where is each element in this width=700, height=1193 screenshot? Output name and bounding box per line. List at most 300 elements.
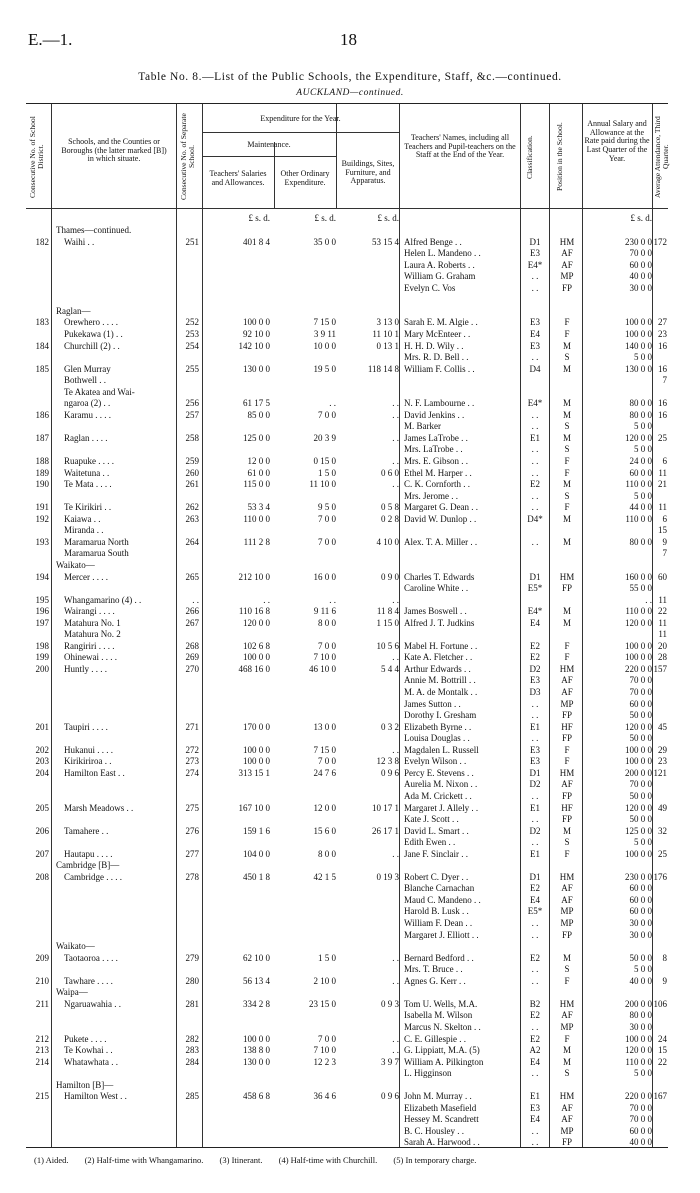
annual-salary-cell: 120 0 0 [625, 1045, 652, 1056]
buildings-header: Buildings, Sites, Furniture, and Apparatus. [341, 159, 395, 186]
classification-cell: D3 [529, 687, 541, 697]
table-row [26, 882, 668, 894]
table-row [26, 513, 668, 525]
teacher-name-cell: Alfred Benge . . [404, 236, 462, 247]
school-name-cell: Waikato— [56, 941, 95, 952]
school-name-cell: Mercer . . . . [64, 571, 108, 582]
table-row [26, 767, 668, 779]
salaries-header: Teachers' Salaries and Allowances. [209, 169, 267, 187]
teacher-name-cell: Alfred J. T. Judkins [404, 617, 475, 628]
annual-salary-cell: 120 0 0 [625, 721, 652, 732]
table-row [26, 1044, 668, 1056]
buildings-cell: 12 3 8 [376, 756, 399, 767]
classification-cell: E4 [530, 617, 540, 628]
table-row [26, 501, 668, 513]
attendance-cell: 6 [662, 513, 667, 524]
position-cell: FP [561, 710, 572, 721]
attendance-cell: 16 [658, 409, 667, 420]
annual-salary-cell: 60 0 0 [629, 467, 652, 478]
table-row [26, 871, 668, 883]
salaries-cell: 110 16 8 [238, 606, 270, 617]
teacher-name-cell: C. K. Cornforth . . [404, 479, 470, 490]
attendance-cell: 24 [658, 1033, 667, 1044]
classification-cell: E2 [530, 883, 540, 894]
classification-cell: E4 [530, 328, 540, 339]
teacher-name-cell: N. F. Lambourne . . [404, 398, 475, 409]
other-expenditure-cell: 13 0 0 [313, 721, 336, 732]
other-expenditure-cell: . . [329, 398, 336, 409]
separate-no-cell: 258 [185, 432, 199, 443]
annual-salary-cell: 60 0 0 [629, 698, 652, 709]
school-name-cell: Matahura No. 1 [64, 617, 121, 628]
district-no-cell: 189 [35, 467, 49, 478]
teacher-name-cell: M. A. de Montalk . . [404, 687, 478, 697]
attendance-cell: 25 [658, 432, 667, 443]
annual-salary-cell: 60 0 0 [629, 259, 652, 270]
district-no-cell: 209 [35, 952, 49, 963]
position-cell: M [562, 340, 571, 351]
teacher-name-cell: William A. Pilkington [404, 1056, 484, 1067]
table-row [26, 524, 668, 536]
classification-cell: . . [531, 456, 539, 466]
school-name-cell: Maramarua South [64, 548, 129, 559]
footnote: (1) Aided. [34, 1155, 69, 1165]
table-row [26, 986, 668, 998]
school-name-cell: Te Kirikiri . . [64, 502, 112, 513]
salaries-cell: 111 2 8 [243, 536, 270, 547]
other-expenditure-cell: 8 0 0 [318, 617, 336, 628]
district-no-cell: 215 [35, 1091, 49, 1102]
teacher-name-cell: Jane F. Sinclair . . [404, 848, 469, 859]
buildings-cell: 10 5 6 [376, 640, 399, 651]
table-row [26, 582, 668, 594]
position-cell: HM [559, 767, 575, 778]
position-cell: FP [561, 583, 572, 594]
separate-no-cell: 252 [185, 317, 199, 328]
position-cell: AF [561, 1102, 573, 1113]
attendance-cell: 60 [658, 571, 667, 582]
attendance-cell: 25 [658, 848, 667, 859]
table-row [26, 571, 668, 583]
position-cell: AF [561, 259, 573, 270]
table-row [26, 640, 668, 652]
position-cell: M [562, 952, 571, 963]
school-name-cell: Te Akatea and Wai- [64, 386, 135, 397]
teacher-name-cell: Evelyn C. Vos [404, 282, 456, 293]
classification-cell: E3 [530, 248, 540, 259]
annual-salary-cell: 110 0 0 [625, 479, 652, 490]
annual-salary-cell: 60 0 0 [629, 1125, 652, 1136]
position-cell: AF [561, 675, 573, 686]
salaries-cell: 159 1 6 [243, 825, 270, 836]
district-no-cell: 188 [35, 456, 49, 466]
table-row [26, 293, 668, 305]
school-name-cell: Whatawhata . . [64, 1056, 118, 1067]
table-row [26, 836, 668, 848]
attendance-cell: 9 [662, 975, 667, 986]
salaries-cell: . . [263, 594, 270, 605]
table-row [26, 443, 668, 455]
salaries-cell: 120 0 0 [243, 617, 270, 628]
other-expenditure-cell: 8 0 0 [318, 848, 336, 859]
annual-salary-cell: 50 0 0 [629, 733, 652, 744]
salaries-cell: 53 3 4 [247, 502, 270, 513]
table-row [26, 617, 668, 629]
district-no-header: Consecutive No. of School District. [28, 116, 45, 198]
separate-no-cell: 270 [185, 663, 199, 674]
teacher-name-cell: Kate A. Fletcher . . [404, 652, 473, 663]
annual-salary-cell: 60 0 0 [629, 883, 652, 894]
table-row [26, 594, 668, 606]
position-cell: AF [561, 779, 573, 790]
attendance-cell: 167 [653, 1091, 667, 1102]
school-name-cell: Hamilton East . . [64, 767, 125, 778]
classification-cell: . . [531, 536, 539, 547]
teacher-name-cell: Margaret J. Allely . . [404, 802, 479, 813]
classification-cell: E3 [530, 675, 540, 686]
page-number: 18 [340, 30, 357, 49]
teacher-name-cell: Ethel M. Harper . . [404, 467, 472, 478]
buildings-cell: . . [392, 456, 399, 466]
teachers-header: Teachers' Names, including all Teachers and Pupil-teachers on the Staff at the End of the Year. [404, 133, 516, 160]
table-row [26, 1056, 668, 1068]
separate-no-cell: 269 [185, 652, 199, 663]
school-name-cell: Glen Murray [64, 363, 111, 374]
district-no-cell: 190 [35, 479, 49, 490]
table-row [26, 848, 668, 860]
annual-salary-cell: 44 0 0 [629, 502, 652, 513]
separate-no-cell: 278 [185, 871, 199, 882]
other-expenditure-cell: 11 10 0 [309, 479, 336, 490]
position-cell: AF [561, 687, 573, 697]
annual-salary-cell: 70 0 0 [629, 1102, 652, 1113]
position-cell: AF [561, 894, 573, 905]
separate-no-cell: 265 [185, 571, 199, 582]
salaries-unit: £ s. d. [248, 213, 270, 223]
teacher-name-cell: Kate J. Scott . . [404, 814, 459, 825]
position-cell: M [562, 409, 571, 420]
teacher-name-cell: Blanche Carnachan [404, 883, 475, 894]
classification-cell: D1 [529, 571, 541, 582]
table-row [26, 975, 668, 987]
school-name-cell: Hautapu . . . . [64, 848, 113, 859]
separate-no-cell: 277 [185, 848, 199, 859]
classification-cell: . . [531, 710, 539, 721]
classification-cell: E4* [527, 398, 543, 409]
classification-cell: . . [531, 964, 539, 975]
footnote: (5) In temporary charge. [393, 1155, 477, 1165]
attendance-cell: 11 [658, 467, 667, 478]
salaries-cell: 92 10 0 [243, 328, 270, 339]
teacher-name-cell: Marcus N. Skelton . . [404, 1021, 481, 1032]
table-row [26, 790, 668, 802]
annual-salary-cell: 100 0 0 [625, 317, 652, 328]
attendance-cell: 157 [653, 663, 667, 674]
position-cell: FP [561, 929, 572, 940]
buildings-cell: . . [392, 479, 399, 490]
classification-cell: E2 [530, 479, 540, 490]
annual-salary-cell: 70 0 0 [629, 248, 652, 259]
separate-no-cell: . . [192, 594, 199, 605]
salaries-cell: 104 0 0 [243, 848, 270, 859]
teacher-name-cell: Mrs. LaTrobe . . [404, 444, 463, 455]
report-code: E.—1. [28, 30, 73, 49]
other-expenditure-cell: 15 6 0 [313, 825, 336, 836]
table-row [26, 305, 668, 317]
classification-cell: E3 [530, 317, 540, 328]
attendance-cell: 176 [653, 871, 667, 882]
district-no-cell: 208 [35, 871, 49, 882]
salaries-cell: 130 0 0 [243, 1056, 270, 1067]
table-row [26, 686, 668, 698]
classification-cell: . . [531, 929, 539, 940]
table-row [26, 952, 668, 964]
school-name-cell: Hamilton West . . [64, 1091, 127, 1102]
position-cell: M [562, 363, 571, 374]
separate-no-cell: 264 [185, 536, 199, 547]
teacher-name-cell: Mrs. Jerome . . [404, 490, 458, 501]
table-row [26, 1113, 668, 1125]
teacher-name-cell: Elizabeth Masefield [404, 1102, 477, 1113]
attendance-cell: 8 [662, 952, 667, 963]
classification-cell: E3 [530, 340, 540, 351]
table-row [26, 778, 668, 790]
school-name-cell: Ngaruawahia . . [64, 998, 121, 1009]
teacher-name-cell: Aurelia M. Nixon . . [404, 779, 478, 790]
position-cell: AF [561, 248, 573, 259]
buildings-cell: 0 6 0 [381, 467, 399, 478]
school-name-cell: Karamu . . . . [64, 409, 111, 420]
attendance-cell: 106 [653, 998, 667, 1009]
buildings-cell: 0 19 3 [376, 871, 399, 882]
position-cell: M [562, 513, 571, 524]
teacher-name-cell: David W. Dunlop . . [404, 513, 477, 524]
position-cell: S [564, 444, 570, 455]
position-cell: M [562, 536, 571, 547]
other-expenditure-cell: 35 0 0 [313, 236, 336, 247]
annual-salary-cell: 70 0 0 [629, 1114, 652, 1125]
attendance-cell: 16 [658, 398, 667, 409]
annual-salary-cell: 70 0 0 [629, 779, 652, 790]
table-row [26, 316, 668, 328]
annual-salary-cell: 40 0 0 [629, 975, 652, 986]
buildings-cell: . . [392, 652, 399, 663]
annual-salary-cell: 140 0 0 [625, 340, 652, 351]
other-unit: £ s. d. [314, 213, 336, 223]
teacher-name-cell: Mrs. R. D. Bell . . [404, 352, 469, 363]
attendance-cell: 11 [658, 617, 667, 628]
buildings-cell: . . [392, 975, 399, 986]
position-cell: F [564, 456, 570, 466]
position-cell: S [564, 490, 570, 501]
other-expenditure-cell: 0 15 0 [313, 456, 336, 466]
position-cell: F [564, 502, 570, 513]
position-cell: M [562, 1045, 571, 1056]
other-expenditure-cell: 42 1 5 [313, 871, 336, 882]
school-name-cell: Taupiri . . . . [64, 721, 108, 732]
table-title: Table No. 8.—List of the Public Schools, the Expenditure, Staff, &c.—continued. [138, 71, 562, 83]
other-expenditure-cell: 9 11 6 [313, 606, 336, 617]
classification-cell: . . [531, 409, 539, 420]
annual-salary-cell: 60 0 0 [629, 894, 652, 905]
district-no-cell: 199 [35, 652, 49, 663]
teacher-name-cell: C. E. Gillespie . . [404, 1033, 466, 1044]
buildings-cell: 11 8 4 [376, 606, 399, 617]
schools-header: Schools, and the Counties or Boroughs (the latter marked [B]) in which situate. [61, 137, 167, 164]
attendance-cell: 27 [658, 317, 667, 328]
other-expenditure-cell: 36 4 6 [313, 1091, 336, 1102]
table-row [26, 247, 668, 259]
annual-salary-header: Annual Salary and Allowance at the Rate paid during the Last Quarter of the Year. [584, 119, 650, 163]
buildings-cell: . . [392, 848, 399, 859]
other-expenditure-cell: . . [329, 594, 336, 605]
other-expenditure-cell: 1 5 0 [318, 952, 336, 963]
annual-salary-cell: 5 0 0 [634, 421, 652, 432]
table-row [26, 825, 668, 837]
position-cell: F [564, 652, 570, 663]
attendance-cell: 11 [658, 594, 667, 605]
classification-cell: E1 [530, 1091, 540, 1102]
salaries-cell: 458 6 8 [243, 1091, 270, 1102]
classification-cell: . . [531, 421, 539, 432]
teacher-name-cell: James Boswell . . [404, 606, 467, 617]
units-row [26, 212, 668, 224]
position-cell: F [564, 328, 570, 339]
classification-cell: . . [531, 271, 539, 282]
position-cell: FP [561, 1137, 572, 1148]
classification-cell: D4 [529, 363, 541, 374]
table-row [26, 374, 668, 386]
attendance-cell: 16 [658, 340, 667, 351]
classification-cell: D1 [529, 236, 541, 247]
district-no-cell: 207 [35, 848, 49, 859]
classification-cell: E2 [530, 640, 540, 651]
position-cell: AF [561, 1114, 573, 1125]
salaries-cell: 125 0 0 [243, 432, 270, 443]
teacher-name-cell: William G. Graham [404, 271, 476, 282]
position-cell: FP [561, 790, 572, 801]
classification-cell: D1 [529, 871, 541, 882]
table-row [26, 721, 668, 733]
other-expenditure-cell: 7 10 0 [313, 1045, 336, 1056]
annual-salary-cell: 40 0 0 [629, 271, 652, 282]
teacher-name-cell: Margaret G. Dean . . [404, 502, 479, 513]
salaries-cell: 100 0 0 [243, 1033, 270, 1044]
teacher-name-cell: B. C. Housley . . [404, 1125, 465, 1136]
other-expenditure-cell: 2 10 0 [313, 975, 336, 986]
salaries-cell: 212 10 0 [238, 571, 270, 582]
position-cell: HF [561, 721, 573, 732]
table-row [26, 559, 668, 571]
district-no-cell: 201 [35, 721, 49, 732]
teacher-name-cell: Isabella M. Wilson [404, 1010, 473, 1021]
annual-salary-cell: 110 0 0 [625, 1056, 652, 1067]
school-name-cell: Cambridge . . . . [64, 871, 122, 882]
school-name-cell: Te Kowhai . . [64, 1045, 113, 1056]
table-row [26, 1125, 668, 1137]
classification-cell: E2 [530, 952, 540, 963]
footnote: (2) Half-time with Whangamarino. [84, 1155, 204, 1165]
teacher-name-cell: Sarah E. M. Algie . . [404, 317, 478, 328]
position-cell: S [564, 964, 570, 975]
table-row [26, 420, 668, 432]
teacher-name-cell: Sarah A. Harwood . . [404, 1137, 480, 1148]
classification-cell: . . [531, 1021, 539, 1032]
classification-header: Classification. [525, 135, 534, 179]
separate-no-cell: 263 [185, 513, 199, 524]
annual-salary-cell: 30 0 0 [629, 1021, 652, 1032]
attendance-cell: 6 [662, 456, 667, 466]
other-expenditure-cell: 16 0 0 [313, 571, 336, 582]
classification-cell: E4* [527, 606, 543, 617]
attendance-cell: 121 [653, 767, 667, 778]
annual-salary-cell: 5 0 0 [634, 837, 652, 848]
other-expenditure-cell: 7 0 0 [318, 640, 336, 651]
classification-cell: . . [531, 1125, 539, 1136]
position-header: Position in the School. [555, 122, 564, 192]
other-expenditure-cell: 7 10 0 [313, 652, 336, 663]
other-expenditure-cell: 9 5 0 [318, 502, 336, 513]
annual-salary-cell: 120 0 0 [625, 432, 652, 443]
table-row [26, 905, 668, 917]
salaries-cell: 56 13 4 [243, 975, 270, 986]
annual-salary-cell: 5 0 0 [634, 352, 652, 363]
separate-no-cell: 262 [185, 502, 199, 513]
position-cell: HM [559, 1091, 575, 1102]
classification-cell: E2 [530, 1033, 540, 1044]
buildings-cell: . . [392, 744, 399, 755]
attendance-cell: 9 [662, 536, 667, 547]
salaries-cell: 100 0 0 [243, 652, 270, 663]
teacher-name-cell: Agnes G. Kerr . . [404, 975, 466, 986]
salaries-cell: 450 1 8 [243, 871, 270, 882]
annual-salary-unit: £ s. d. [630, 213, 652, 223]
salaries-cell: 100 0 0 [243, 317, 270, 328]
position-cell: HM [559, 871, 575, 882]
table-row [26, 397, 668, 409]
position-cell: F [564, 975, 570, 986]
attendance-cell: 22 [658, 606, 667, 617]
classification-cell: E3 [530, 1102, 540, 1113]
separate-no-cell: 274 [185, 767, 199, 778]
attendance-cell: 49 [658, 802, 667, 813]
district-no-cell: 197 [35, 617, 49, 628]
position-cell: FP [561, 814, 572, 825]
annual-salary-cell: 5 0 0 [634, 1068, 652, 1079]
attendance-cell: 23 [658, 756, 667, 767]
classification-cell: . . [531, 282, 539, 293]
buildings-cell: 11 10 1 [372, 328, 399, 339]
position-cell: AF [561, 1010, 573, 1021]
separate-no-cell: 251 [185, 236, 199, 247]
attendance-cell: 32 [658, 825, 667, 836]
salaries-cell: 100 0 0 [243, 744, 270, 755]
maintenance-header: Maintenance. [247, 140, 291, 149]
table-row [26, 1067, 668, 1079]
teacher-name-cell: Laura A. Roberts . . [404, 259, 475, 270]
classification-cell: E4 [530, 1114, 540, 1125]
table-row [26, 432, 668, 444]
classification-cell: E1 [530, 802, 540, 813]
teacher-name-cell: Alex. T. A. Miller . . [404, 536, 478, 547]
position-cell: S [564, 837, 570, 848]
teacher-name-cell: Charles T. Edwards [404, 571, 475, 582]
buildings-cell: 3 13 0 [376, 317, 399, 328]
classification-cell: . . [531, 444, 539, 455]
position-cell: F [564, 744, 570, 755]
position-cell: AF [561, 883, 573, 894]
school-name-cell: Maramarua North [64, 536, 129, 547]
